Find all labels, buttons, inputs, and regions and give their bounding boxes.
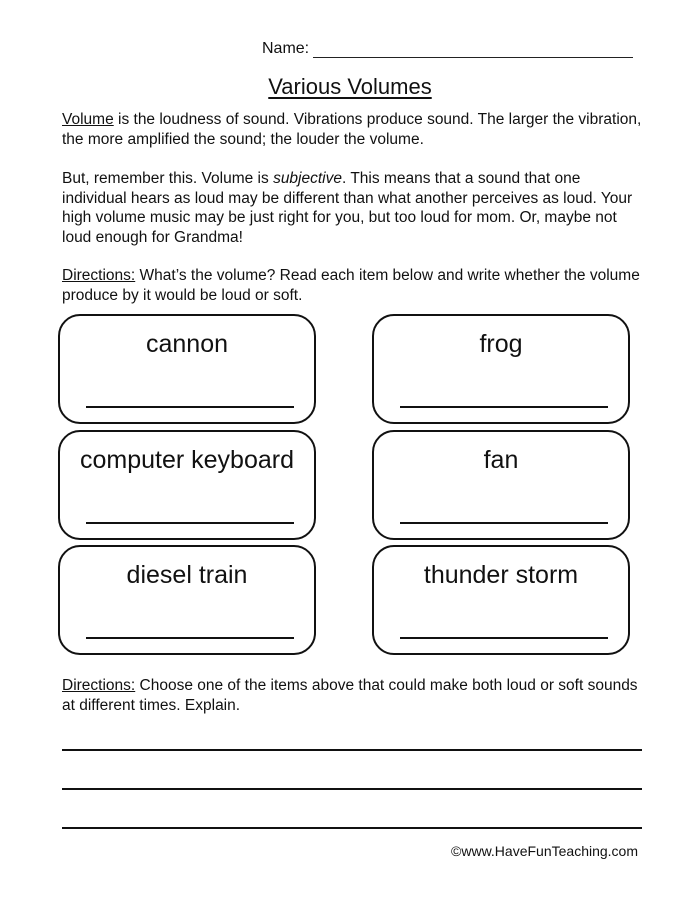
answer-blank[interactable] [86, 522, 294, 524]
name-field [262, 40, 633, 58]
directions-2-text: Choose one of the items above that could make both loud or soft sounds at different times. Explain. [62, 677, 638, 714]
item-card-fan [372, 430, 630, 540]
directions-1 [62, 266, 642, 305]
subjective-paragraph [62, 169, 642, 247]
item-word: computer keyboard [79, 446, 294, 474]
item-card-frog [372, 314, 630, 424]
item-card-thunder-storm [372, 545, 630, 655]
subjective-text-1: But, remember this. Volume is [62, 170, 274, 187]
subjective-italic: subjective [273, 170, 342, 187]
explain-line-2[interactable] [62, 788, 642, 790]
explain-line-3[interactable] [62, 827, 642, 829]
item-word: thunder storm [423, 561, 579, 589]
name-label: Name: [262, 40, 310, 57]
answer-blank[interactable] [400, 406, 608, 408]
item-word: diesel train [126, 561, 248, 589]
directions-2 [62, 676, 642, 715]
name-write-line[interactable] [313, 40, 633, 58]
explain-line-1[interactable] [62, 749, 642, 751]
directions-1-text: What’s the volume? Read each item below and write whether the volume produce by it would be loud or soft. [62, 267, 640, 304]
answer-blank[interactable] [400, 522, 608, 524]
answer-blank[interactable] [400, 637, 608, 639]
worksheet-title [0, 74, 700, 100]
item-word: frog [479, 330, 523, 358]
item-card-diesel-train [58, 545, 316, 655]
directions-2-label: Directions: [62, 677, 136, 694]
item-card-cannon [58, 314, 316, 424]
answer-blank[interactable] [86, 406, 294, 408]
intro-paragraph [62, 110, 642, 149]
volume-term: Volume [62, 111, 114, 128]
copyright-text: ©www.HaveFunTeaching.com [451, 843, 638, 859]
item-card-computer-keyboard [58, 430, 316, 540]
item-word: cannon [145, 330, 229, 358]
subjective-text-2: . This means that a sound that one individual hears as loud may be different than what another perceives as loud. Your high volume music may be just right for you, but too loud for mom. Or, maybe not loud enough for Grandma! [62, 170, 633, 246]
answer-blank[interactable] [86, 637, 294, 639]
item-word: fan [483, 446, 519, 474]
worksheet-title-text: Various Volumes [268, 74, 432, 99]
directions-1-label: Directions: [62, 267, 136, 284]
volume-definition: is the loudness of sound. Vibrations produce sound. The larger the vibration, the more amplified the sound; the louder the volume. [62, 111, 642, 148]
